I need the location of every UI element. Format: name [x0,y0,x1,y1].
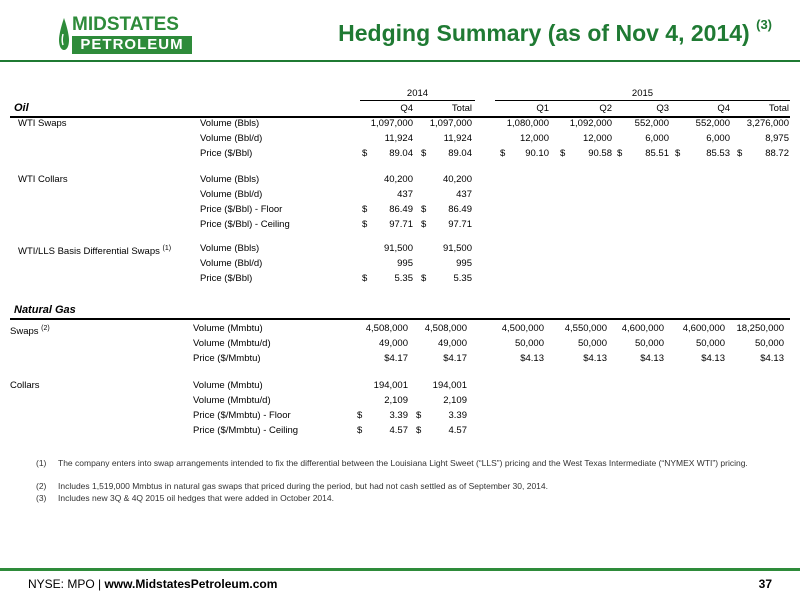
table-cell: 2,109 [443,395,467,406]
footer-website-link[interactable]: www.MidstatesPetroleum.com [104,577,278,591]
row-metric-label: Price ($/Bbl) - Ceiling [200,219,290,230]
dollar-sign: $ [500,148,506,159]
table-cell: 194,001 [432,380,467,391]
table-cell: 995 [397,258,413,269]
table-cell: 50,000 [754,338,784,349]
footnote-text: The company enters into swap arrangements intended to fix the differential between the Louisiana Light Sweet (“LLS”) pricing and the West Texas Intermediate (“NYMEX WTI”) pricing. [58,458,748,468]
column-header-5: Q4 [717,103,730,114]
table-cell: 4.57 [389,425,408,436]
table-cell: 6,000 [706,133,730,144]
table-cell: 4,508,000 [424,323,467,334]
table-cell: 3.39 [448,410,467,421]
table-cell: 1,080,000 [506,118,549,129]
table-cell: 89.04 [448,148,472,159]
table-cell: 90.10 [525,148,549,159]
table-cell: 49,000 [437,338,467,349]
dollar-sign: $ [416,425,422,436]
dollar-sign: $ [362,219,368,230]
row-item-label: Swaps $^{(2)}$ [10,325,50,338]
company-logo [58,12,194,58]
row-metric-label: Volume (Bbl/d) [200,133,263,144]
dollar-sign: $ [357,425,363,436]
table-cell: 40,200 [383,174,413,185]
dollar-sign: $ [617,148,623,159]
item-footnote-ref: (1) [162,245,172,252]
row-metric-label: Volume (Bbl/d) [200,258,263,269]
dollar-sign: $ [421,273,427,284]
table-cell: $4.17 [443,353,467,364]
oil-section-title: Oil [14,102,29,114]
table-cell: 437 [456,189,472,200]
table-cell: 4,508,000 [365,323,408,334]
table-cell: 88.72 [765,148,789,159]
row-metric-label: Volume (Mmbtu/d) [193,338,271,349]
dollar-sign: $ [362,273,368,284]
table-cell: $4.13 [701,353,725,364]
table-cell: 1,097,000 [370,118,413,129]
oil-drop-icon [58,16,70,52]
column-header-2: Q1 [536,103,549,114]
gas-section-rule [10,318,790,320]
row-metric-label: Price ($/Bbl) - Floor [200,204,283,215]
table-cell: $4.17 [384,353,408,364]
year-2014-underline [360,100,475,101]
table-cell: 12,000 [519,133,549,144]
row-metric-label: Volume (Mmbtu) [193,323,263,334]
table-cell: 40,200 [442,174,472,185]
dollar-sign: $ [737,148,743,159]
row-metric-label: Price ($/Mmbtu) - Floor [193,410,291,421]
row-item-label: WTI Collars [18,174,68,185]
table-cell: 552,000 [695,118,730,129]
column-header-0: Q4 [400,103,413,114]
table-cell: 11,924 [443,133,472,144]
table-cell: 89.04 [389,148,413,159]
table-cell: 1,097,000 [429,118,472,129]
title-divider [0,60,800,62]
table-cell: 11,924 [384,133,413,144]
table-cell: $4.13 [520,353,544,364]
gas-section-title: Natural Gas [14,304,76,316]
table-cell: 12,000 [582,133,612,144]
dollar-sign: $ [421,148,427,159]
table-cell: 50,000 [634,338,664,349]
table-cell: 90.58 [588,148,612,159]
dollar-sign: $ [362,148,368,159]
page-title-text: Hedging Summary (as of Nov 4, 2014) [338,20,750,46]
table-cell: 4,500,000 [501,323,544,334]
table-cell: 552,000 [634,118,669,129]
footer-text [28,577,277,591]
table-cell: 4,600,000 [621,323,664,334]
table-cell: 97.71 [448,219,472,230]
page-title [338,17,772,47]
table-cell: 4,550,000 [564,323,607,334]
column-header-1: Total [451,103,472,114]
table-cell: 91,500 [383,243,413,254]
row-item-label: Collars [10,380,40,391]
year-header-2014: 2014 [406,88,429,99]
table-cell: 3,276,000 [746,118,789,129]
table-cell: 5.35 [394,273,413,284]
dollar-sign: $ [421,204,427,215]
table-cell: 194,001 [373,380,408,391]
logo-wordmark-top: MIDSTATES [72,14,179,35]
dollar-sign: $ [357,410,363,421]
row-metric-label: Price ($/Mmbtu) [193,353,261,364]
table-cell: 437 [397,189,413,200]
column-header-6: Total [768,103,789,114]
item-footnote-ref: (2) [41,325,50,332]
row-metric-label: Volume (Mmbtu/d) [193,395,271,406]
table-cell: 86.49 [448,204,472,215]
dollar-sign: $ [560,148,566,159]
table-cell: $4.13 [583,353,607,364]
table-cell: 86.49 [389,204,413,215]
footer-ticker: NYSE: MPO | [28,577,105,591]
row-metric-label: Volume (Mmbtu) [193,380,263,391]
row-item-label: WTI/LLS Basis Differential Swaps $^{(1)}$ [18,245,172,258]
footnote-text: Includes new 3Q & 4Q 2015 oil hedges that were added in October 2014. [58,493,334,503]
dollar-sign: $ [675,148,681,159]
footnote-number: (2) [36,481,47,491]
row-metric-label: Price ($/Mmbtu) - Ceiling [193,425,299,436]
footnote-text: Includes 1,519,000 Mmbtus in natural gas swaps that priced during the period, but had not cash settled as of September 30, 2014. [58,481,549,491]
table-cell: 85.51 [645,148,669,159]
table-cell: $4.13 [760,353,784,364]
table-cell: 1,092,000 [569,118,612,129]
table-cell: 4.57 [448,425,467,436]
row-metric-label: Price ($/Bbl) [200,273,253,284]
table-cell: 50,000 [577,338,607,349]
logo-wordmark-bottom: PETROLEUM [72,36,192,54]
table-cell: 4,600,000 [682,323,725,334]
row-metric-label: Volume (Bbls) [200,174,260,185]
footnote-number: (1) [36,458,47,468]
footer-divider [0,568,800,571]
column-header-4: Q3 [656,103,669,114]
title-footnote-ref: (3) [756,17,772,32]
table-cell: 50,000 [514,338,544,349]
table-cell: 5.35 [453,273,472,284]
dollar-sign: $ [421,219,427,230]
row-metric-label: Volume (Bbl/d) [200,189,263,200]
row-metric-label: Volume (Bbls) [200,243,260,254]
table-cell: 50,000 [695,338,725,349]
dollar-sign: $ [362,204,368,215]
row-metric-label: Price ($/Bbl) [200,148,253,159]
table-cell: 49,000 [378,338,408,349]
table-cell: 2,109 [384,395,408,406]
table-cell: $4.13 [640,353,664,364]
page-number: 37 [758,577,772,591]
table-cell: 97.71 [389,219,413,230]
row-metric-label: Volume (Bbls) [200,118,260,129]
table-cell: 3.39 [389,410,408,421]
column-header-3: Q2 [599,103,612,114]
table-cell: 8,975 [765,133,789,144]
table-cell: 91,500 [442,243,472,254]
row-item-label: WTI Swaps [18,118,67,129]
footnote-number: (3) [36,493,47,503]
table-cell: 6,000 [645,133,669,144]
year-header-2015: 2015 [631,88,654,99]
year-2015-underline [495,100,790,101]
table-cell: 995 [456,258,472,269]
dollar-sign: $ [416,410,422,421]
table-cell: 18,250,000 [736,323,784,334]
table-cell: 85.53 [706,148,730,159]
